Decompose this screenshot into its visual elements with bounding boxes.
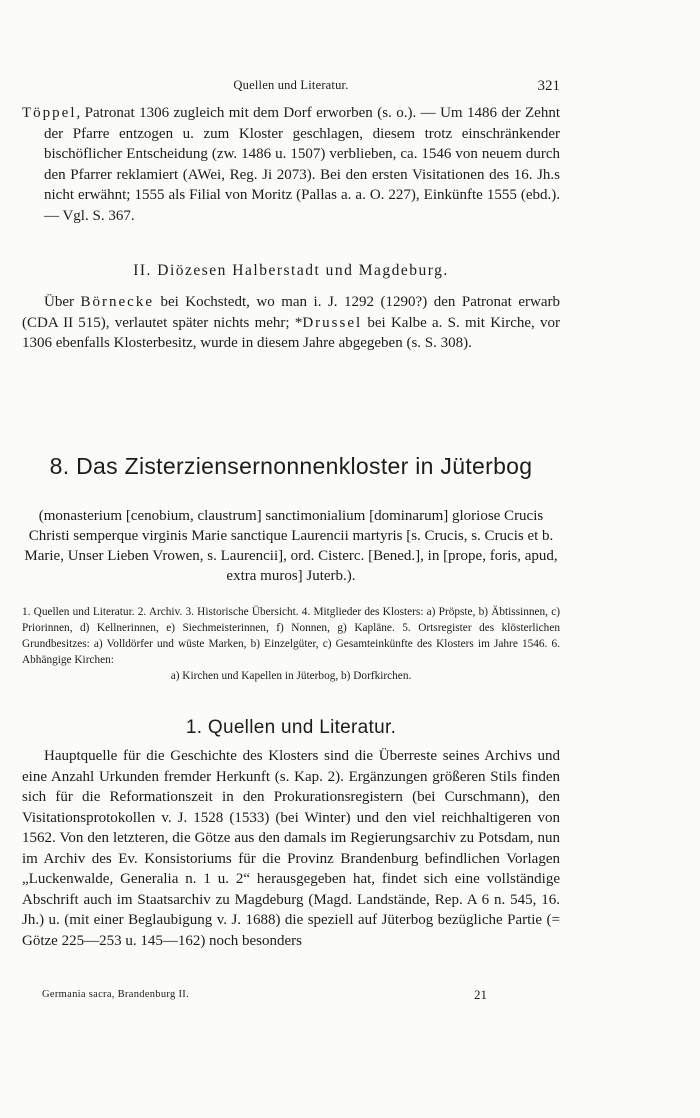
page-number: 321 (537, 78, 560, 94)
running-head (22, 78, 560, 96)
contents-main: 1. Quellen und Literatur. 2. Archiv. 3. Historische Übersicht. 4. Mitglieder des Klosters: a) Pröpste, b) Äbtissinnen, c) Priorinnen, d) Kellnerinnen, e) Siechmeisterinnen, f) Nonnen, g) Kapläne. 5. Ortsregister des klösterlichen Grundbesitzes: a) Volldörfer und wüste Marken, b) Einzelgüter, c) Gesamteinkünfte des Klosters im Jahre 1546. 6. Abhängige Kirchen: (22, 606, 560, 666)
place-name-drussel: Drussel (302, 314, 363, 331)
paragraph-toppel-text: , Patronat 1306 zugleich mit dem Dorf erworben (s. o.). — Um 1486 der Zehnt der Pfarre entzogen u. zum Kloster geschlagen, diesem trotz einschränkender bischöflicher Entscheidung (zw. 1486 u. 1507) verblieben, ca. 1546 von neuem durch den Pfarrer reklamiert (AWei, Reg. Ji 2073). Bei den ersten Visitationen des 16. Jh.s nicht erwähnt; 1555 als Filial von Moritz (Pallas a. a. O. 227), Einkünfte 1555 (ebd.). — Vgl. S. 367. (44, 105, 560, 224)
paragraph-bornecke-part1: Über (44, 294, 81, 310)
paragraph-bornecke (22, 292, 560, 354)
place-name-bornecke: Börnecke (80, 294, 154, 310)
diocese-numeral: II. (133, 262, 152, 279)
running-title: Quellen und Literatur. (233, 78, 349, 92)
chapter-subtitle: (monasterium [cenobium, claustrum] sanctimonialium [dominarum] gloriose Crucis Christi semperque virginis Marie sanctique Laurencii martyris [s. Crucis, s. Crucis et b. Marie, Unser Lieben Vrowen, s. Laurencii], ord. Cisterc. [Bened.], in [prope, foris, apud, extra muros] Juterb.). (24, 508, 558, 584)
paragraph-bornecke-part2: bei Kochstedt, wo man i. J. 1292 (1290?) den Patronat erwarb (CDA II 515), verlautet später nichts mehr; * (22, 294, 560, 331)
paragraph-toppel (22, 103, 560, 226)
page-footer (22, 989, 560, 1005)
book-page (22, 0, 560, 1118)
section-title: 1. Quellen und Literatur. (185, 717, 397, 738)
contents-last-line: a) Kirchen und Kapellen in Jüterbog, b) Dorfkirchen. (170, 670, 412, 682)
diocese-heading (22, 262, 560, 280)
chapter-contents (22, 604, 560, 684)
signature-mark: Germania sacra, Brandenburg II. (42, 989, 190, 1000)
place-name-toppel: Töppel (22, 105, 77, 121)
chapter-title: 8. Das Zisterziensernonnenkloster in Jüterbog (49, 453, 533, 479)
diocese-title: Diözesen Halberstadt und Magdeburg. (157, 262, 449, 279)
section-text: Hauptquelle für die Geschichte des Klosters sind die Überreste seines Archivs und eine Anzahl Urkunden fremder Herkunft (s. Kap. 2). Ergänzungen größeren Stils finden sich für die Reformationszeit in den Prokurationsregistern (bei Curschmann), den Visitationsprotokollen v. J. 1528 (1533) (bei Winter) und den viel reichhaltigeren von 1562. Von den letzteren, die Götze aus den damals im Regierungsarchiv zu Potsdam, nun im Archiv des Ev. Konsistoriums für die Provinz Brandenburg befindlichen Vorlagen „Luckenwalde, Generalia n. 1 u. 2“ herausgegeben hat, findet sich eine vollständige Abschrift auch im Staatsarchiv zu Magdeburg (Magd. Landstände, Rep. A 6 n. 545, 16. Jh.) u. (mit einer Beglaubigung v. J. 1688) die speziell auf Jüterbog bezügliche Partie (= Götze 225—253 u. 145—162) noch besonders (22, 748, 560, 949)
sheet-number: 21 (474, 987, 487, 1002)
paragraph-bornecke-part3: bei Kalbe a. S. mit Kirche, vor 1306 ebenfalls Klosterbesitz, wurde in diesem Jahre abgegeben (s. S. 308). (22, 314, 560, 351)
